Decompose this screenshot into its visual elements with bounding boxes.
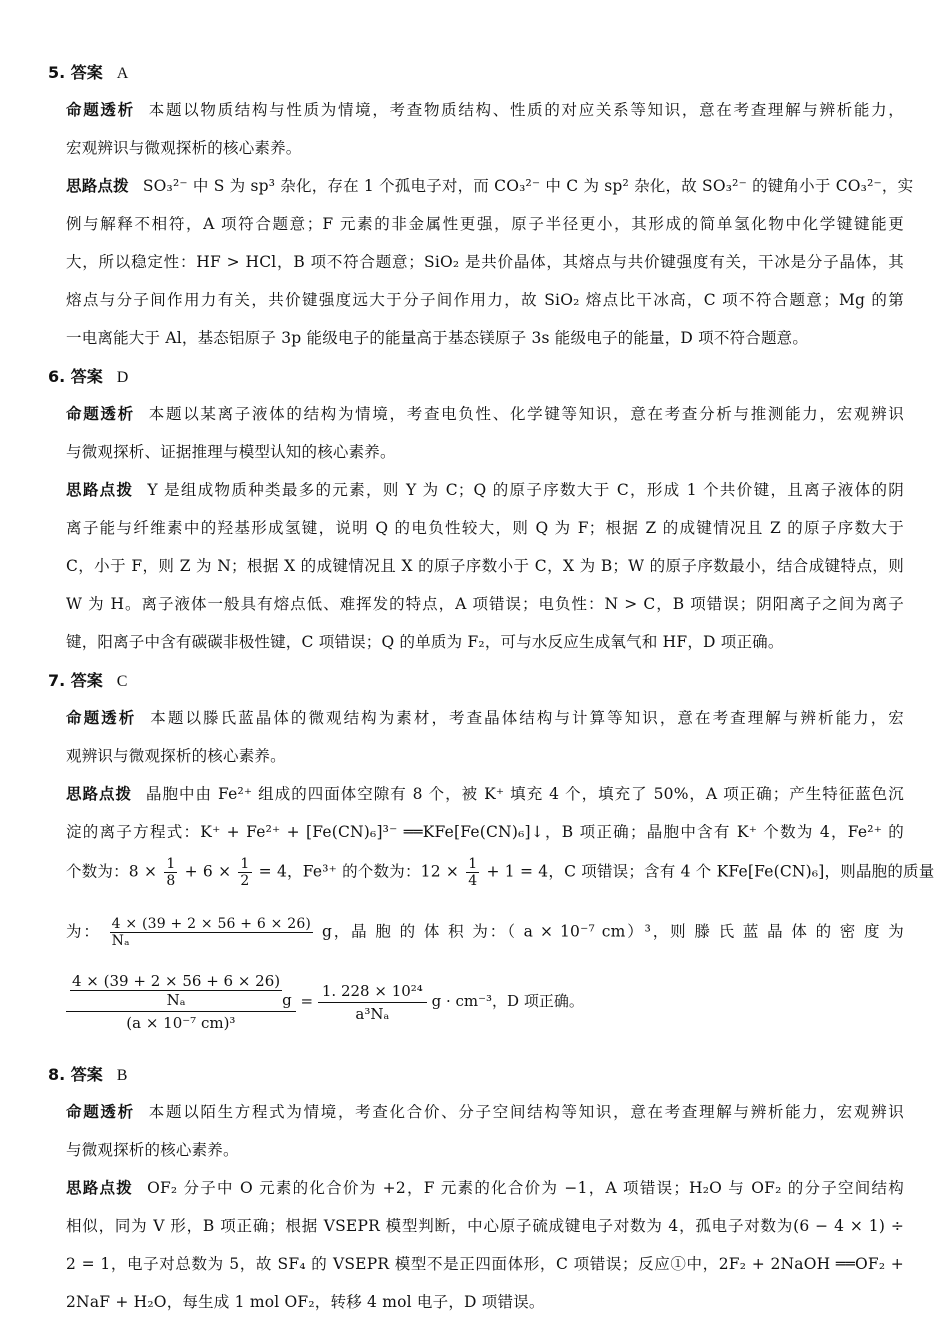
fraction-1-2 [238,856,251,889]
q8-label-analysis: 命题透析 [66,1103,135,1121]
fraction-denominator: 8 [166,873,176,889]
q5-line-4: 例与解释不相符，A 项符合题意；F 元素的非金属性更强，原子半径更小，其形成的简单氢化物中化学键键能更 [66,215,904,233]
q6-line-5: C，小于 F，则 Z 为 N；根据 X 的成键情况且 X 的原子序数小于 C，X 为 B；W 的原子序数最小，结合成键特点，则 [66,557,904,575]
q8-heading-label: 8. 答案 [48,1065,103,1084]
q7-text-1: 本题以滕氏蓝晶体的微观结构为素材，考查晶体结构与计算等知识，意在考查理解与辨析能力，宏 [150,709,904,727]
q7-text-6b: g，晶 胞 的 体 积 为：（ a × 10⁻⁷ cm）³，则 滕 氏 蓝 晶 体 的 密 度 为 [321,922,904,941]
q8-line-6: 2NaF + H₂O，每生成 1 mol OF₂，转移 4 mol 电子，D 项错误。 [66,1293,545,1311]
q6-line-3 [66,478,904,500]
q6-line-7: 键，阳离子中含有碳碳非极性键，C 项错误；Q 的单质为 F₂，可与水反应生成氧气和 HF，D 项正确。 [66,633,784,651]
q6-heading-label: 6. 答案 [48,367,103,386]
q5-line-6: 熔点与分子间作用力有关，共价键强度远大于分子间作用力，故 SiO₂ 熔点比干冰高，C 项不符合题意；Mg 的第 [66,291,904,309]
q7-text-6a: 为： [66,922,101,941]
q7-heading-label: 7. 答案 [48,671,103,690]
equals-sign: = [300,992,314,1010]
q7-line-3 [66,782,904,804]
fraction-denominator: Nₐ [111,933,130,949]
q8-line-5: 2 = 1，电子对总数为 5，故 SF₄ 的 VSEPR 模型不是正四面体形，C 项错误；反应①中，2F₂ + 2NaOH ══OF₂ + [66,1255,904,1273]
q7-text-7-end: g · cm⁻³，D 项正确。 [431,992,584,1010]
q5-text-3: SO₃²⁻ 中 S 为 sp³ 杂化，存在 1 个孤电子对，而 CO₃²⁻ 中 C 为 sp² 杂化，故 SO₃²⁻ 的键角小于 CO₃²⁻，实 [142,177,914,195]
inner-fraction [70,972,282,1009]
q5-line-7: 一电离能大于 Al，基态铝原子 3p 能级电子的能量高于基态镁原子 3s 能级电子的能量，D 项不符合题意。 [66,329,809,347]
q8-text-3: OF₂ 分子中 O 元素的化合价为 +2，F 元素的化合价为 −1，A 项错误；H₂O 与 OF₂ 的分子空间结构 [147,1179,904,1197]
q8-answer: B [116,1067,128,1084]
q6-answer: D [116,369,129,386]
density-compound-fraction [66,972,296,1032]
fraction-1-4 [466,856,479,889]
fraction-1-8 [164,856,177,889]
q7-line-6 [66,916,904,949]
fraction-numerator: 1 [166,856,176,872]
q5-label-analysis: 命题透析 [66,101,135,119]
density-numerator [66,972,296,1012]
q6-line-6: W 为 H。离子液体一般具有熔点低、难挥发的特点，A 项错误；电负性：N > C，B 项错误；阴阳离子之间为离子 [66,595,904,613]
fraction-numerator: 1 [468,856,478,872]
q5-answer: A [116,65,129,82]
q5-line-5: 大，所以稳定性：HF > HCl，B 项不符合题意；SiO₂ 是共价晶体，其熔点与共价键强度有关，干冰是分子晶体，其 [66,253,904,271]
result-numerator: 1. 228 × 10²⁴ [318,982,427,1003]
q7-line-4: 淀的离子方程式：K⁺ + Fe²⁺ + [Fe(CN)₆]³⁻ ══KFe[Fe(CN)₆]↓，B 项正确；晶胞中含有 K⁺ 个数为 4，Fe²⁺ 的 [66,823,904,841]
q7-heading [48,668,127,691]
q5-line-3 [66,174,914,196]
fraction-numerator: 1 [240,856,250,872]
result-denominator: a³Nₐ [355,1004,390,1023]
q8-line-3 [66,1176,904,1198]
q6-text-1: 本题以某离子液体的结构为情境，考查电负性、化学键等知识，意在考查分析与推测能力，宏观辨识 [148,405,904,423]
q8-heading [48,1062,127,1085]
q8-line-4: 相似，同为 V 形，B 项正确；根据 VSEPR 模型判断，中心原子硫成键电子对数为 4，孤电子对数为(6 − 4 × 1) ÷ [66,1217,904,1235]
q8-text-1: 本题以陌生方程式为情境，考查化合价、分子空间结构等知识，意在考查理解与辨析能力，宏观辨识 [148,1103,904,1121]
q7-text-5a: 个数为：8 × [66,862,158,881]
inner-numerator: 4 × (39 + 2 × 56 + 6 × 26) [72,972,281,990]
q7-label-analysis: 命题透析 [66,709,137,727]
q7-label-solution: 思路点拨 [66,785,133,803]
q6-label-analysis: 命题透析 [66,405,135,423]
q6-text-3: Y 是组成物质种类最多的元素，则 Y 为 C；Q 的原子序数大于 C，形成 1 个共价键，且离子液体的阴 [147,481,904,499]
q5-heading-label: 5. 答案 [48,63,103,82]
q8-line-2: 与微观探析的核心素养。 [66,1141,239,1159]
q5-heading [48,60,128,83]
q7-text-5c: = 4，Fe³⁺ 的个数为：12 × [258,862,460,881]
fraction-numerator: 4 × (39 + 2 × 56 + 6 × 26) [111,916,312,932]
q6-heading [48,364,128,387]
inner-denominator: Nₐ [166,991,186,1009]
q7-line-2: 观辨识与微观探析的核心素养。 [66,747,286,765]
q8-line-1 [66,1100,904,1122]
fraction-denominator: 2 [240,873,250,889]
q7-text-5d: + 1 = 4，C 项错误；含有 4 个 KFe[Fe(CN)₆]，则晶胞的质量 [486,862,935,881]
fraction-denominator: 4 [468,873,478,889]
q6-line-2: 与微观探析、证据推理与模型认知的核心素养。 [66,443,396,461]
q7-text-3: 晶胞中由 Fe²⁺ 组成的四面体空隙有 8 个，被 K⁺ 填充 4 个，填充了 50%，A 项正确；产生特征蓝色沉 [146,785,904,803]
q8-label-solution: 思路点拨 [66,1179,134,1197]
density-denominator: (a × 10⁻⁷ cm)³ [126,1014,236,1032]
q6-line-1 [66,402,904,424]
density-result-fraction [318,982,427,1023]
q7-answer: C [116,673,128,690]
q5-text-1: 本题以物质结构与性质为情境，考查物质结构、性质的对应关系等知识，意在考查理解与辨析能力， [148,101,904,119]
q5-label-solution: 思路点拨 [66,177,129,195]
q7-text-5b: + 6 × [184,862,232,881]
q5-line-1 [66,98,904,120]
q6-label-solution: 思路点拨 [66,481,134,499]
q7-line-5 [66,856,935,889]
unit-g: g [282,991,292,1009]
mass-fraction [110,916,313,949]
q5-line-2: 宏观辨识与微观探析的核心素养。 [66,139,302,157]
density-formula [66,972,584,1032]
q7-line-1 [66,706,904,728]
q6-line-4: 离子能与纤维素中的羟基形成氢键，说明 Q 的电负性较大，则 Q 为 F；根据 Z 的成键情况且 Z 的原子序数大于 [66,519,904,537]
